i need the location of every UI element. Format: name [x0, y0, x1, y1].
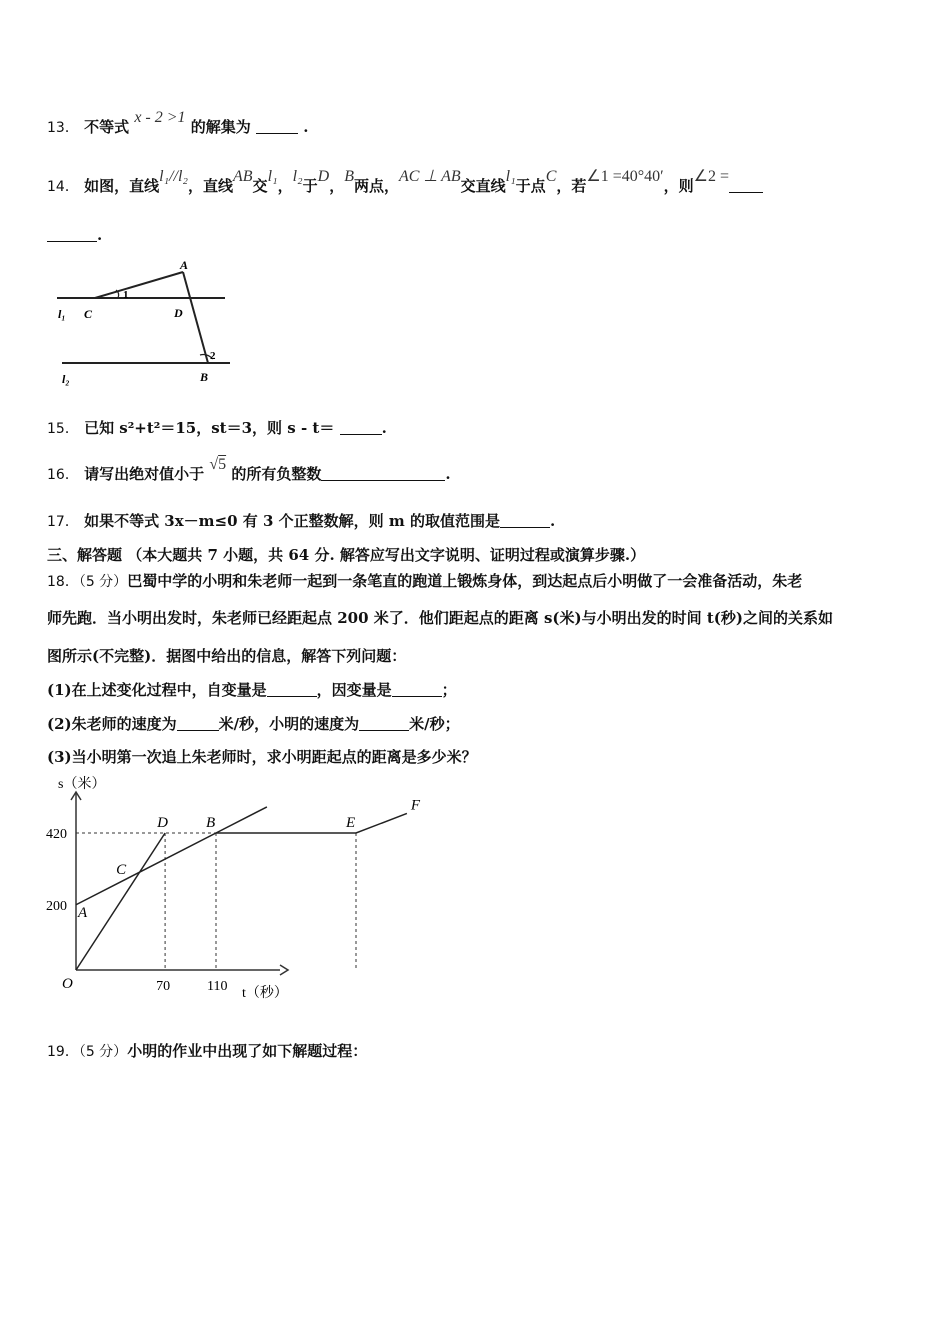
section-3-header — [47, 544, 645, 565]
segment-AB — [183, 272, 208, 363]
q18-sub2-a: (2)朱老师的速度为 — [47, 715, 177, 733]
q15-number: 15． — [47, 421, 79, 437]
series-teacher-extension — [216, 807, 267, 833]
q18-sub1-a: (1)在上述变化过程中，自变量是 — [47, 681, 267, 699]
segment-CA — [95, 272, 183, 298]
question-18-sub-2 — [47, 713, 460, 734]
q13-number: 13． — [47, 120, 79, 136]
q16-sqrt: √5 — [209, 456, 227, 473]
origin-label: O — [62, 976, 73, 992]
question-14-cont — [47, 226, 102, 244]
q18-chart — [40, 770, 421, 1005]
series-xiaoming-line — [76, 833, 165, 970]
q18-line-1: 巴蜀中学的小明和朱老师一起到一条笔直的跑道上锻炼身体，到达起点后小明做了一会准备活动，朱老 — [127, 572, 803, 590]
q14-text: 于 — [302, 177, 318, 195]
q18-sub2-blank-1[interactable] — [177, 716, 219, 731]
q18-line-3: 图所示(不完整)．据图中给出的信息，解答下列问题： — [47, 647, 407, 665]
x-tick-label: 110 — [207, 979, 228, 994]
question-14 — [47, 168, 763, 196]
question-18-line-1 — [47, 570, 802, 591]
q15-end: . — [381, 419, 387, 437]
label-B: B — [200, 370, 209, 384]
q13-end: . — [303, 118, 309, 136]
q14-text: 于点 — [515, 177, 546, 195]
q14-math: AC ⊥ AB — [399, 168, 461, 185]
q18-sub2-c: 米/秒； — [409, 715, 460, 733]
label-l2: l₂ — [62, 372, 70, 386]
q16-text-a: 请写出绝对值小于 — [84, 465, 205, 483]
question-17 — [47, 510, 555, 531]
q18-line-2: 师先跑．当小明出发时，朱老师已经距起点 200 米了．他们距起点的距离 s(米)与小明出发的时间 t(秒)之间的关系如 — [47, 609, 833, 627]
q14-math: l₂ — [292, 168, 303, 185]
q13-answer-blank[interactable] — [256, 119, 298, 134]
question-18-sub-3 — [47, 746, 477, 767]
q18-number: 18． — [47, 574, 79, 590]
point-label-D: D — [157, 815, 168, 831]
q14-number: 14． — [47, 179, 79, 195]
x-axis-label: t（秒） — [242, 986, 288, 1001]
q14-math: C — [545, 168, 557, 185]
q14-end: . — [97, 226, 103, 244]
q13-inequality: x - 2 >1 — [134, 109, 186, 126]
label-l1: l₁ — [58, 307, 66, 321]
label-A: A — [180, 258, 189, 272]
point-label-F: F — [410, 797, 421, 814]
section-3-title: 三、解答题 — [47, 546, 123, 564]
label-angle-2: 2 — [210, 350, 216, 362]
q17-number: 17． — [47, 514, 79, 530]
q15-answer-blank[interactable] — [340, 420, 382, 435]
y-tick-label: 200 — [46, 898, 67, 914]
q14-text: ， — [329, 177, 345, 195]
q13-text-b: 的解集为 — [190, 118, 251, 136]
question-16 — [47, 456, 451, 484]
q15-text: 已知 s²+t²＝15，st＝3，则 s - t＝ — [84, 419, 335, 437]
label-D: D — [174, 306, 183, 320]
q18-sub2-blank-2[interactable] — [359, 716, 409, 731]
q17-end: . — [549, 512, 556, 530]
question-15 — [47, 417, 387, 438]
q16-text-b: 的所有负整数 — [231, 465, 322, 483]
x-tick-label: 70 — [156, 979, 171, 994]
q14-math: ∠2 = — [693, 168, 730, 185]
q18-sub1-blank-1[interactable] — [267, 682, 317, 697]
q14-text: 如图，直线 — [84, 177, 160, 195]
q14-math: ∠1 =40°40′ — [586, 168, 664, 185]
question-18-line-3 — [47, 645, 406, 666]
question-18-sub-1 — [47, 679, 457, 700]
q14-math: B — [344, 168, 354, 185]
q14-text: 交 — [252, 177, 268, 195]
q16-number: 16． — [47, 467, 79, 483]
q14-math: D — [317, 168, 330, 185]
y-axis-label: s（米） — [58, 777, 106, 792]
label-angle-1: 1 — [123, 289, 129, 301]
q14-text: ，若 — [556, 177, 587, 195]
q14-text: 交直线 — [460, 177, 506, 195]
q19-score: （5 分） — [78, 1044, 128, 1060]
point-label-A: A — [78, 904, 88, 921]
q14-answer-blank[interactable] — [729, 178, 763, 193]
q18-score: （5 分） — [78, 574, 128, 590]
q14-text: ，直线 — [187, 177, 233, 195]
q18-sub2-b: 米/秒，小明的速度为 — [218, 715, 360, 733]
series-teacher-line — [76, 813, 407, 904]
figure-14 — [50, 255, 240, 395]
q14-answer-blank-cont[interactable] — [47, 227, 97, 242]
q18-sub3: (3)当小明第一次追上朱老师时，求小明距起点的距离是多少米？ — [47, 748, 477, 766]
q13-text-a: 不等式 — [84, 118, 130, 136]
q18-sub1-end: ； — [441, 681, 457, 699]
point-label-E: E — [346, 815, 356, 831]
x-axis-arrow — [280, 965, 288, 975]
point-label-B: B — [206, 815, 216, 831]
label-C: C — [84, 307, 93, 321]
q17-text: 如果不等式 3x－m≤0 有 3 个正整数解，则 m 的取值范围是 — [84, 512, 500, 530]
q14-math: l₁ — [505, 168, 516, 185]
q16-end: . — [445, 465, 451, 483]
q14-math: l₁ — [267, 168, 278, 185]
y-tick-label: 420 — [46, 827, 67, 842]
q17-answer-blank[interactable] — [500, 513, 550, 528]
q18-sub1-b: ，因变量是 — [316, 681, 392, 699]
q16-radicand: 5 — [218, 456, 227, 473]
q14-math: AB — [233, 168, 253, 185]
q14-text: ，则 — [663, 177, 694, 195]
q14-text: ， — [277, 177, 293, 195]
question-19 — [47, 1040, 367, 1061]
point-label-C: C — [116, 862, 127, 879]
q18-sub1-blank-2[interactable] — [392, 682, 442, 697]
q19-number: 19． — [47, 1044, 79, 1060]
q16-answer-blank[interactable] — [321, 466, 445, 481]
q14-text: 两点， — [353, 177, 399, 195]
q19-text: 小明的作业中出现了如下解题过程： — [127, 1042, 368, 1060]
question-18-line-2 — [47, 607, 833, 628]
section-3-note: （本大题共 7 小题，共 64 分. 解答应写出文字说明、证明过程或演算步骤.） — [127, 546, 646, 564]
q14-math: l₁//l₂ — [159, 168, 188, 185]
question-13 — [47, 109, 309, 137]
